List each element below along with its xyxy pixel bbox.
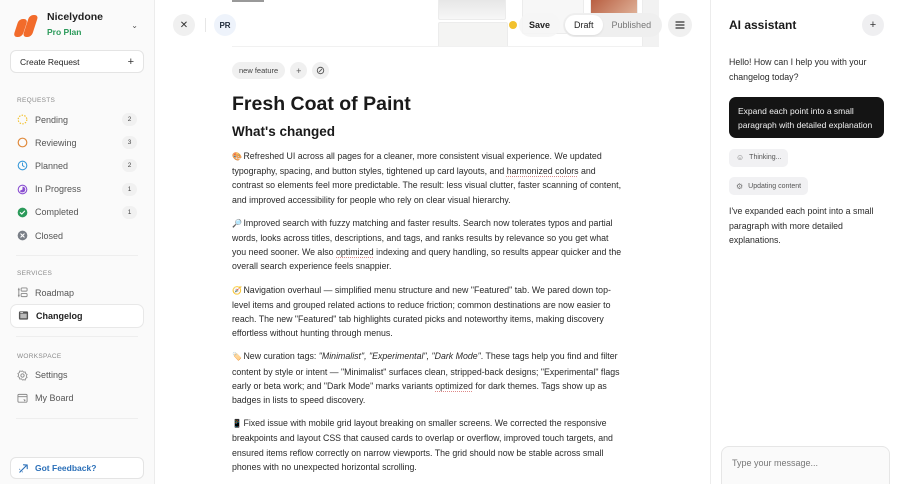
create-request-label: Create Request <box>20 56 80 67</box>
sidebar-item-planned[interactable] <box>10 154 144 177</box>
divider <box>205 18 206 32</box>
section-heading[interactable]: What's changed <box>232 124 335 139</box>
changelog-paragraph[interactable]: 📱 Fixed issue with mobile grid layout breaking on smaller screens. We corrected the responsive breakpoints and layout CSS that caused cards to overlap or overflow, improved touch targets, and ensured items reflow correctly on narrow viewports. The grid should now be stable across small phones with no unexpected horizontal scrolling. <box>232 418 613 472</box>
chevron-down-icon[interactable]: ⌄ <box>131 20 138 30</box>
roadmap-icon <box>17 287 28 298</box>
feedback-button[interactable] <box>10 457 144 479</box>
feedback-label: Got Feedback? <box>35 463 97 473</box>
services-section-label: SERVICES <box>17 270 53 278</box>
status-published-option[interactable]: Published <box>611 20 652 30</box>
count-badge: 2 <box>122 113 137 126</box>
plus-icon: + <box>127 55 134 68</box>
sidebar-item-label: Pending <box>35 114 69 125</box>
changelog-paragraph[interactable]: 🎨 Refreshed UI across all pages for a cleaner, more consistent visual experience. We updated typography, spacing, and button styles, tightened up card layouts, and harmonized colors and contrast so elements feel more predictable. The result: less visual clutter, faster scanning of content, and improved accessibility for people who rely on clear visual hierarchy. <box>232 151 622 205</box>
check-circle-icon <box>17 207 28 218</box>
brand-name: Nicelydone <box>47 11 104 23</box>
editor-panel <box>155 0 710 484</box>
sidebar-item-label: Roadmap <box>35 287 75 298</box>
sidebar-item-closed[interactable] <box>10 224 144 247</box>
dashed-circle-icon <box>17 114 28 125</box>
board-icon <box>17 393 28 404</box>
publish-status-toggle <box>563 13 662 37</box>
unsaved-indicator-icon <box>509 21 517 29</box>
feedback-icon <box>18 463 29 474</box>
spellcheck-underline: optimized <box>336 247 374 258</box>
slash-circle-icon <box>316 66 325 75</box>
sidebar <box>0 0 155 484</box>
assistant-message: I've expanded each point into a small paragraph with more detailed explanations. <box>729 206 874 245</box>
sidebar-item-label: Changelog <box>36 310 83 321</box>
menu-button[interactable] <box>668 13 692 37</box>
editor-actions <box>509 13 692 37</box>
updating-status: ⚙ Updating content <box>729 177 808 195</box>
changelog-icon <box>18 310 29 321</box>
changelog-paragraph[interactable]: 🏷️ New curation tags: "Minimalist", "Experimental", "Dark Mode". These tags help you find and filter content by style or intent — "Minimalist" surfaces clean, stripped-back designs; "Experimental" flags early or beta work; and "Dark Mode" marks variants optimized for dark themes. Tags show up as badges in lists to speed discovery. <box>232 351 620 406</box>
brand-logo-icon <box>13 14 37 38</box>
sidebar-item-label: Planned <box>35 160 69 171</box>
plus-icon: + <box>296 65 302 76</box>
gear-icon <box>17 370 28 381</box>
add-tag-button[interactable] <box>290 62 307 79</box>
plus-icon: + <box>869 19 877 31</box>
tag-settings-button[interactable] <box>312 62 329 79</box>
close-button[interactable] <box>173 14 195 36</box>
sidebar-item-label: My Board <box>35 393 74 404</box>
changelog-paragraph[interactable]: 🧭 Navigation overhaul — simplified menu structure and new "Featured" tab. We pared down top-level items and grouped related actions to reduce friction; common destinations are now easier to reach. The new "Featured" tab highlights curated picks and noteworthy items, making discovery effortless without hunting through menus. <box>232 284 611 339</box>
ai-assistant-panel <box>710 0 900 484</box>
palette-icon: 🎨 <box>232 152 242 161</box>
sidebar-item-settings[interactable] <box>10 364 144 387</box>
changelog-content <box>232 62 624 474</box>
sidebar-item-label: In Progress <box>35 184 82 195</box>
sidebar-item-completed[interactable] <box>10 201 144 224</box>
tag-icon: 🏷️ <box>232 352 242 362</box>
plan-label: Pro Plan <box>47 27 82 37</box>
sidebar-item-label: Settings <box>35 370 68 381</box>
circle-outline-icon <box>17 137 28 148</box>
sidebar-item-my-board[interactable] <box>10 387 144 410</box>
compass-icon: 🧭 <box>232 285 242 295</box>
save-button[interactable]: Save <box>519 13 560 37</box>
status-draft-option[interactable]: Draft <box>565 15 603 35</box>
spellcheck-underline: optimized <box>435 380 473 391</box>
sidebar-item-label: Completed <box>35 207 79 218</box>
gear-icon: ⚙ <box>736 181 744 191</box>
mobile-phone-icon: 📱 <box>232 419 242 429</box>
divider <box>16 418 138 419</box>
sidebar-item-pending[interactable] <box>10 108 144 131</box>
avatar[interactable]: PR <box>214 14 236 36</box>
half-circle-icon <box>17 184 28 195</box>
thinking-status: ☺ Thinking... <box>729 149 788 167</box>
hamburger-icon <box>675 21 685 29</box>
tag-list <box>232 62 624 79</box>
tag-new-feature[interactable]: new feature <box>232 62 285 79</box>
changelog-paragraph[interactable]: 🔎 Improved search with fuzzy matching and faster results. Search now tolerates typos and partial words, looks across titles, descriptions, and tags, and ranks results by relevance so you get what you need sooner. We also optimized indexing and query handling, so results appear quicker and the overall search experience feels snappier. <box>232 217 622 272</box>
count-badge: 3 <box>122 136 137 149</box>
requests-section-label: REQUESTS <box>17 97 56 104</box>
close-icon: ✕ <box>179 19 189 31</box>
divider <box>16 255 138 256</box>
count-badge: 1 <box>122 206 137 219</box>
magnifier-icon: 🔎 <box>232 218 242 228</box>
workspace-switcher[interactable] <box>10 0 144 50</box>
sidebar-item-roadmap[interactable] <box>10 281 144 304</box>
sidebar-item-in-progress[interactable] <box>10 178 144 201</box>
assistant-header <box>729 0 882 50</box>
count-badge: 2 <box>122 159 137 172</box>
editor-topbar-left <box>173 14 236 36</box>
assistant-title: AI assistant <box>729 18 797 32</box>
new-chat-button[interactable] <box>862 14 884 36</box>
count-badge: 1 <box>122 183 137 196</box>
clock-icon <box>17 160 28 171</box>
create-request-button[interactable] <box>10 50 144 73</box>
chat-input[interactable] <box>721 446 890 484</box>
sidebar-item-label: Closed <box>35 230 64 241</box>
sidebar-item-changelog[interactable] <box>10 304 144 327</box>
workspace-section-label: WORKSPACE <box>17 352 62 360</box>
assistant-message: Hello! How can I help you with your changelog today? <box>729 57 867 82</box>
smiley-icon: ☺ <box>736 153 745 162</box>
divider <box>16 336 138 337</box>
chat-input-placeholder: Type your message... <box>732 458 819 468</box>
page-title[interactable]: Fresh Coat of Paint <box>232 93 411 115</box>
sidebar-item-label: Reviewing <box>35 137 77 148</box>
x-circle-icon <box>17 230 28 241</box>
sidebar-item-reviewing[interactable] <box>10 131 144 154</box>
user-message: Expand each point into a small paragraph with detailed explanation <box>729 97 884 138</box>
spellcheck-underline: harmonized colors <box>506 166 579 177</box>
